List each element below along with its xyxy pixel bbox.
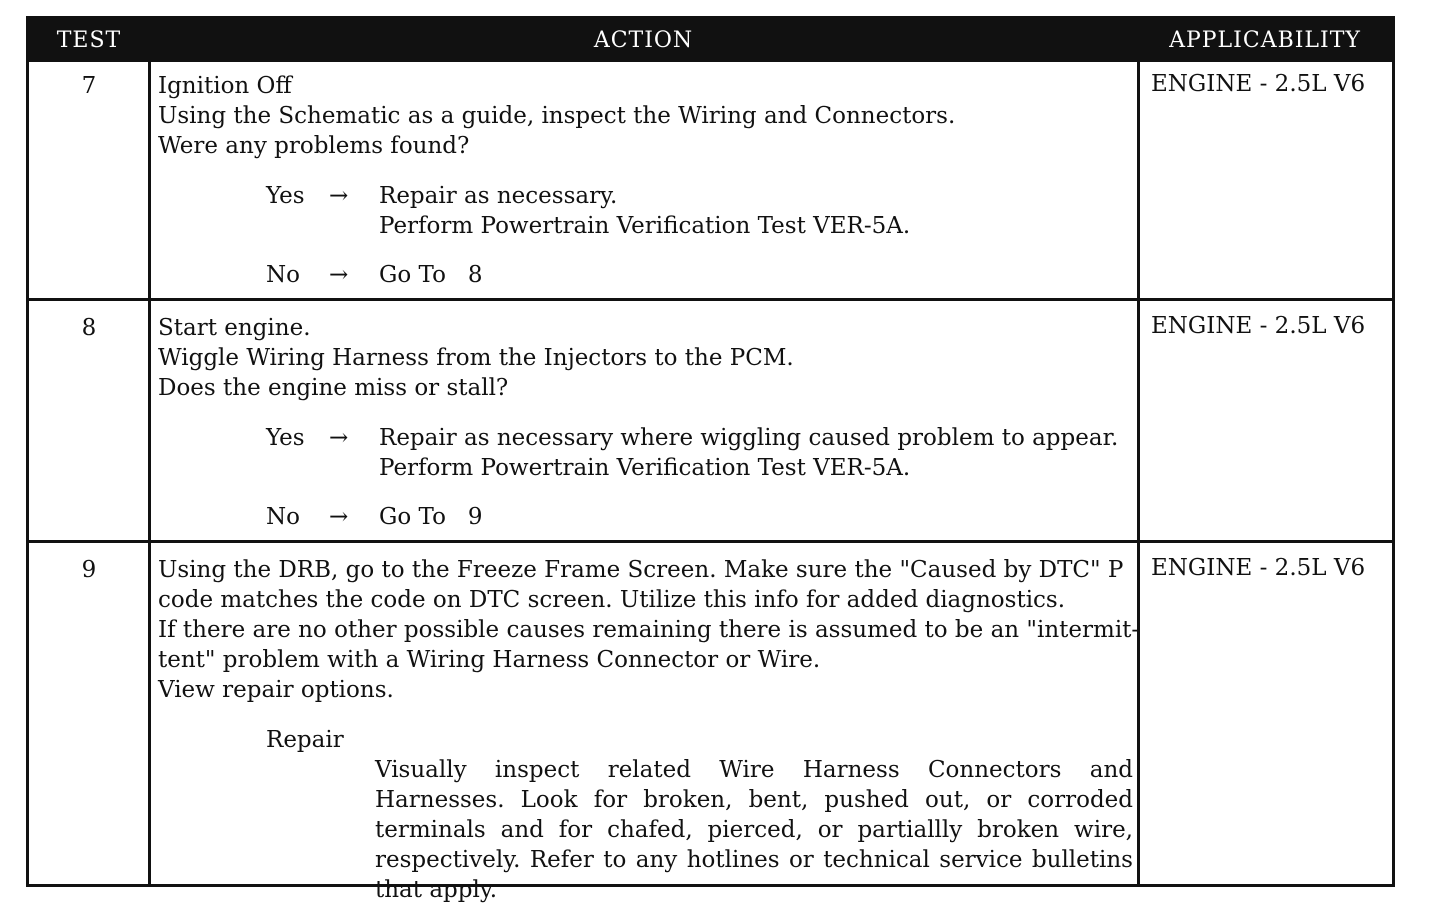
test-number: 8 [81, 315, 97, 341]
action-line: Start engine. [158, 315, 311, 341]
action-line: If there are no other possible causes remaining there is assumed to be an "intermit- [158, 617, 1140, 643]
repair-description: Visually inspect related Wire Harness Connectors and Harnesses. Look for broken, bent, pushed out, or corroded terminals and for chafed, pierced, or partiallly broken wire, respectively. Refer to any hotlines or technical service bulletins that apply. [375, 757, 1133, 903]
action-line: Using the DRB, go to the Freeze Frame Screen. Make sure the "Caused by DTC" P [158, 557, 1124, 583]
row-divider [29, 298, 1392, 301]
test-number: 7 [81, 73, 97, 99]
arrow-icon: → [329, 425, 349, 451]
repair-label: Repair [266, 727, 344, 753]
applicability: ENGINE - 2.5L V6 [1151, 313, 1366, 339]
yes-label: Yes [266, 425, 305, 451]
arrow-icon: → [329, 504, 349, 530]
table-header [29, 19, 1392, 62]
action-line: Does the engine miss or stall? [158, 375, 509, 401]
action-line: View repair options. [158, 677, 394, 703]
yes-result: Perform Powertrain Verification Test VER-5A. [379, 455, 911, 481]
yes-result: Repair as necessary. [379, 183, 618, 209]
arrow-icon: → [329, 262, 349, 288]
action-line: code matches the code on DTC screen. Utilize this info for added diagnostics. [158, 587, 1066, 613]
yes-result: Perform Powertrain Verification Test VER-5A. [379, 213, 911, 239]
applicability: ENGINE - 2.5L V6 [1151, 71, 1366, 97]
column-divider [1137, 62, 1140, 884]
header-test: TEST [56, 28, 122, 53]
action-line: Were any problems found? [158, 133, 470, 159]
diagnostic-test-table [26, 16, 1395, 903]
yes-result: Repair as necessary where wiggling caused problem to appear. [379, 425, 1119, 451]
row-divider [29, 540, 1392, 543]
yes-label: Yes [266, 183, 305, 209]
no-result: Go To 8 [379, 262, 483, 288]
test-number: 9 [81, 557, 97, 583]
action-line: tent" problem with a Wiring Harness Connector or Wire. [158, 647, 821, 673]
header-action: ACTION [593, 28, 694, 53]
no-result: Go To 9 [379, 504, 483, 530]
no-label: No [266, 504, 300, 530]
applicability: ENGINE - 2.5L V6 [1151, 555, 1366, 581]
column-divider [148, 62, 151, 884]
action-line: Using the Schematic as a guide, inspect the Wiring and Connectors. [158, 103, 956, 129]
action-line: Wiggle Wiring Harness from the Injectors to the PCM. [158, 345, 794, 371]
no-label: No [266, 262, 300, 288]
action-line: Ignition Off [158, 73, 292, 99]
arrow-icon: → [329, 183, 349, 209]
header-applicability: APPLICABILITY [1169, 28, 1361, 53]
